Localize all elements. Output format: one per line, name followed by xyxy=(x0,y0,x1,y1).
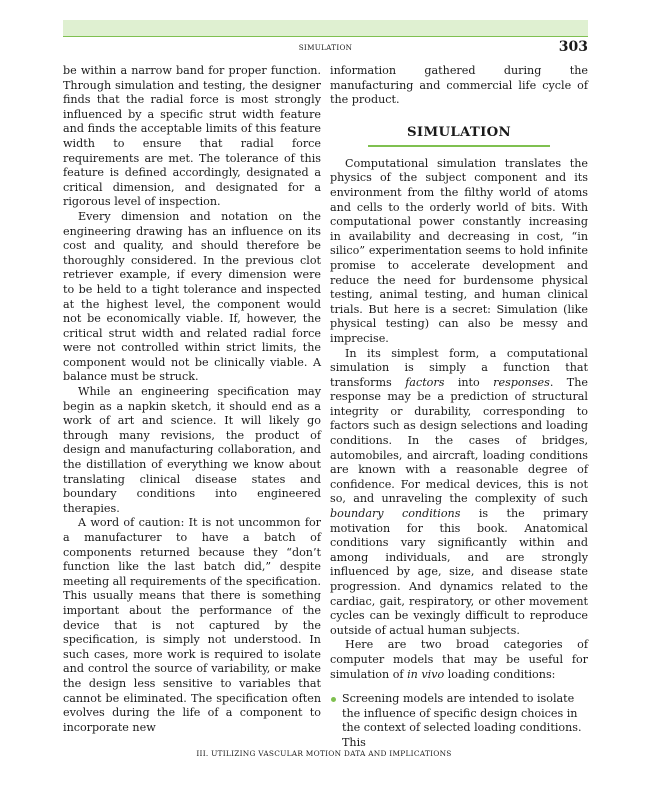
running-head-section: SIMULATION xyxy=(298,43,353,52)
bullet-icon xyxy=(331,697,336,702)
right-column xyxy=(330,64,588,751)
section-heading: SIMULATION xyxy=(407,124,511,140)
running-head xyxy=(63,39,588,56)
left-paragraph-3: While an engineering specification may begin as a napkin sketch, it should end as a work of art and science. It will likely go through many revisions, the product of design and manufacturing collaboration, and the distillation of everything we know about translating clinical disease states and boundary conditions into engineered therapies. xyxy=(63,385,321,515)
text-run: loading conditions: xyxy=(444,667,556,681)
left-paragraph-4: A word of caution: It is not uncommon for a manufacturer to have a batch of components returned because they “don’t function like the last batch did,” despite meeting all requirements of the specification. This usually means that there is something important about the performance of the device that is not captured by the specification, is simply not understood. In such cases, more work is required to isolate and control the source of variability, or make the design less sensitive to variables that cannot be eliminated. The specification often evolves during the life of a component to incorporate new xyxy=(63,516,321,734)
left-paragraph-1: be within a narrow band for proper function. Through simulation and testing, the designer finds that the radial force is most strongly influenced by a specific strut width feature and finds the acceptable limits of this feature width to ensure that radial force requirements are met. The tolerance of this feature is defined accordingly, designated a critical dimension, and designated for a rigorous level of inspection. xyxy=(63,64,321,209)
header-band xyxy=(63,20,588,36)
bullet-text: Screening models are intended to isolate the influence of specific design choices in the context of selected loading conditions. This xyxy=(342,692,582,749)
right-paragraph-1: Computational simulation translates the physics of the subject component and its environment from the filthy world of atoms and cells to the orderly world of bits. With computational power constantly increasing in availability and decreasing in cost, “in silico” experimentation seems to hold infinite promise to accelerate development and reduce the need for burdensome physical testing, animal testing, and human clinical trials. But here is a secret: Simulation (like physical testing) can also be messy and imprecise. xyxy=(330,156,588,345)
header-rule xyxy=(63,36,588,37)
text-run: In its simplest form, a computational simulation is simply a function that transforms xyxy=(330,346,588,389)
bullet-list xyxy=(330,692,588,750)
text-run: into xyxy=(444,375,494,389)
section-heading-block xyxy=(330,125,588,147)
term-boundary-conditions: boundary conditions xyxy=(330,507,461,521)
text-run: Here are two broad categories of computer models that may be useful for simulation of xyxy=(330,638,588,681)
page-footer: III. UTILIZING VASCULAR MOTION DATA AND IMPLICATIONS xyxy=(196,749,452,758)
term-responses: responses xyxy=(493,375,550,389)
page-number: 303 xyxy=(558,39,588,55)
term-factors: factors xyxy=(405,375,445,389)
term-in-vivo: in vivo xyxy=(407,667,445,681)
bullet-item xyxy=(330,692,588,750)
right-paragraph-3 xyxy=(330,638,588,682)
text-run: is the primary motivation for this book. Anatomical conditions vary significantly within and among individuals, and are strongly influenced by age, size, and disease state progression. And dynamics related to the cardiac, gait, respiratory, or other movement cycles can be vexingly difficult to reproduce outside of actual human subjects. xyxy=(330,507,588,637)
section-heading-rule xyxy=(368,145,550,147)
text-run: . The response may be a prediction of structural integrity or durability, corresponding to factors such as design selections and loading conditions. In the cases of bridges, automobiles, and aircraft, loading conditions are known with a reasonable degree of confidence. For medical devices, this is not so, and unraveling the complexity of such xyxy=(330,375,588,506)
left-paragraph-2: Every dimension and notation on the engineering drawing has an influence on its cost and quality, and should therefore be thoroughly considered. In the previous clot retriever example, if every dimension were to be held to a tight tolerance and inspected at the highest level, the component would not be economically viable. If, however, the critical strut width and related radial force were not controlled within strict limits, the component would not be clinically viable. A balance must be struck. xyxy=(63,209,321,384)
spacer xyxy=(330,682,588,692)
right-paragraph-2 xyxy=(330,347,588,639)
right-paragraph-0: information gathered during the manufacturing and commercial life cycle of the product. xyxy=(330,64,588,107)
left-column xyxy=(63,64,321,735)
